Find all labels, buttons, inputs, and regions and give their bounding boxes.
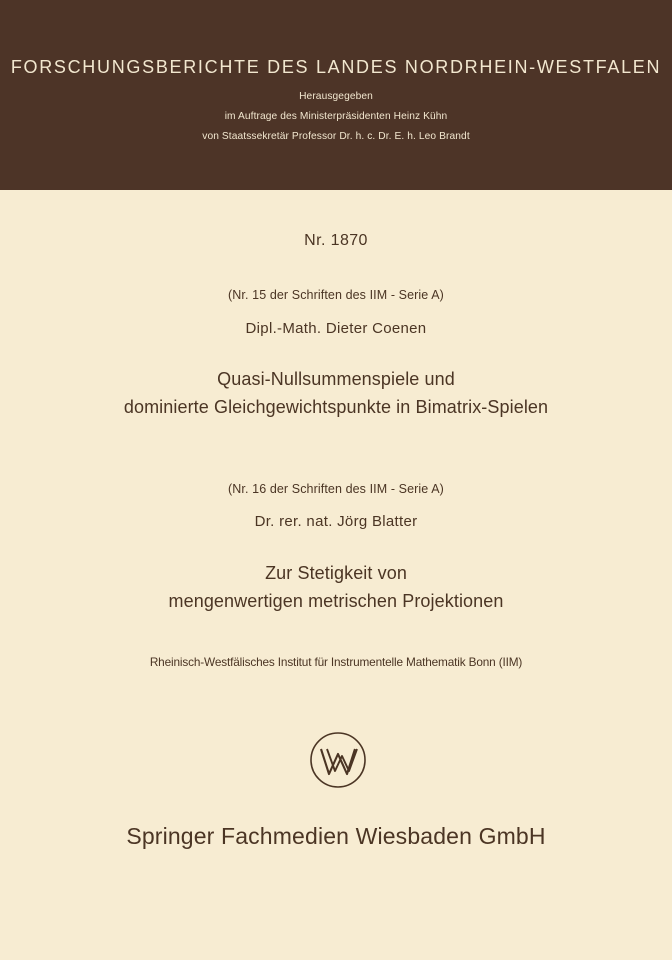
- editor-line: Herausgegeben: [299, 91, 373, 102]
- series-title: FORSCHUNGSBERICHTE DES LANDES NORDRHEIN-WESTFALEN: [10, 57, 662, 77]
- first-title-line-2: dominierte Gleichgewichtspunkte in Bimatrix-Spielen: [123, 397, 549, 417]
- second-author: Dr. rer. nat. Jörg Blatter: [254, 513, 418, 530]
- header-band: [0, 0, 672, 190]
- first-author: Dipl.-Math. Dieter Coenen: [245, 320, 427, 337]
- commission-line: im Auftrage des Ministerpräsidenten Heinz Kühn: [224, 111, 448, 122]
- publisher-logo-icon: [309, 731, 367, 789]
- second-series-reference: (Nr. 16 der Schriften des IIM - Serie A): [228, 482, 444, 496]
- second-title-line-1: Zur Stetigkeit von: [265, 563, 407, 583]
- second-title-line-2: mengenwertigen metrischen Projektionen: [168, 591, 504, 611]
- first-series-reference: (Nr. 15 der Schriften des IIM - Serie A): [228, 288, 444, 302]
- secretary-line: von Staatssekretär Professor Dr. h. c. Dr. E. h. Leo Brandt: [202, 131, 470, 142]
- institute-name: Rheinisch-Westfälisches Institut für Instrumentelle Mathematik Bonn (IIM): [149, 655, 523, 669]
- report-number: Nr. 1870: [304, 232, 368, 249]
- publisher-name: Springer Fachmedien Wiesbaden GmbH: [126, 823, 546, 849]
- cover-content: [0, 190, 672, 960]
- first-title-line-1: Quasi-Nullsummenspiele und: [217, 369, 455, 389]
